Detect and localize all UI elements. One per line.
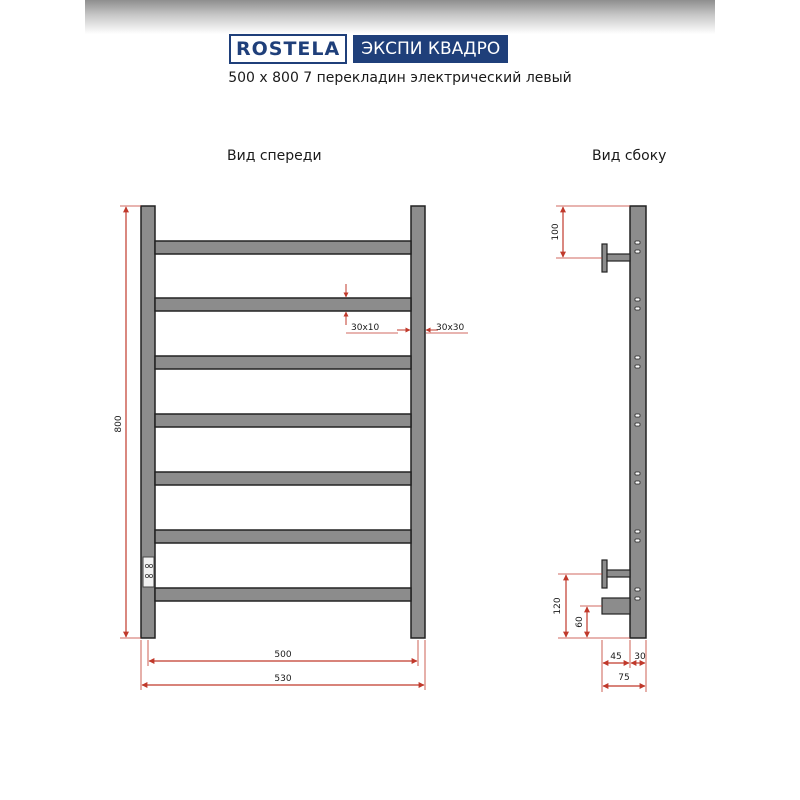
upper-wall-bracket-arm [607, 254, 630, 261]
front-view-title: Вид спереди [227, 148, 322, 164]
outer-width-label: 530 [274, 674, 292, 684]
crossbar [155, 356, 411, 369]
depth-30-label: 30 [634, 652, 646, 662]
lower-wall-bracket-plate [602, 560, 607, 588]
crossbar [155, 241, 411, 254]
rail-size-label: 30x30 [436, 323, 465, 333]
crossbar [155, 414, 411, 427]
inner-width-label: 500 [274, 650, 292, 660]
product-subtitle: 500 x 800 7 перекладин электрический левый [228, 70, 572, 86]
cable-outlet [602, 598, 630, 614]
right-rail [411, 206, 425, 638]
crossbar [155, 472, 411, 485]
crossbar-size-label: 30x10 [351, 323, 380, 333]
height-label: 800 [114, 415, 124, 433]
model-name: ЭКСПИ КВАДРО [353, 35, 508, 63]
upper-wall-bracket-plate [602, 244, 607, 272]
outlet-label: 60 [575, 616, 585, 628]
switch-box [143, 557, 154, 587]
top-offset-label: 100 [551, 223, 561, 241]
brand-logo: ROSTELA [229, 34, 347, 64]
lower-wall-bracket-arm [607, 570, 630, 577]
side-view-drawing [551, 206, 646, 692]
total-depth-label: 75 [618, 673, 630, 683]
side-view-title: Вид сбоку [592, 148, 667, 164]
side-rail [630, 206, 646, 638]
crossbar [155, 298, 411, 311]
crossbar [155, 588, 411, 601]
bottom-offset-label: 120 [553, 597, 563, 615]
front-view-drawing [114, 206, 468, 690]
depth-45-label: 45 [610, 652, 622, 662]
crossbar [155, 530, 411, 543]
